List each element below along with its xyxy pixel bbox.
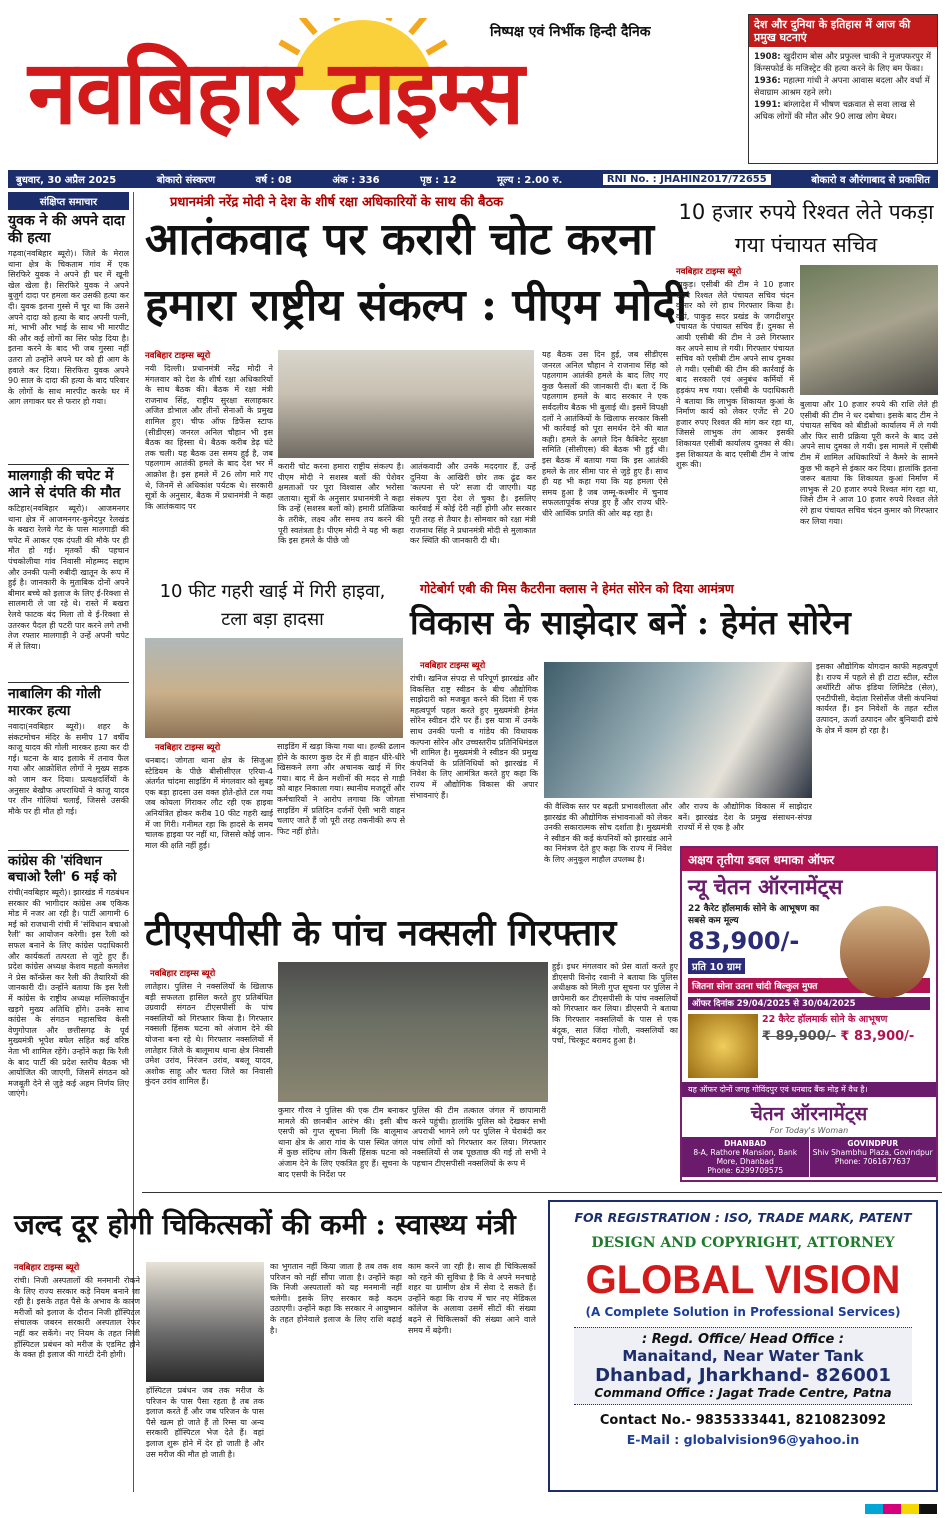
branch-city: GOVINDPUR xyxy=(847,1139,899,1148)
byline: नवबिहार टाइम्स ब्यूरो xyxy=(150,969,216,979)
strip-date: बुधवार, 30 अप्रैल 2025 xyxy=(16,175,117,186)
tspc-body-col2: कुमार गौरव ने पुलिस की एक टीम बनाकर मामले की छानबीन आरंभ की। इसी बीच एसपी को गुप्त सूचना मिली कि बालूमाथ थाना क्षेत्र के आरा गांव के पास स्थित जंगल में कुछ संदिग्ध लोग किसी हिंसक घटना को अंजाम देने के लिए एकत्रित हुए हैं। सूचना के बाद एसपी के निर्देश पर xyxy=(278,1106,408,1179)
lead-body-col4: यह बैठक उस दिन हुई, जब सीडीएस जनरल अनिल चौहान ने राजनाथ सिंह को पहलगाम आतंकी हमले के बाद लिए गए कुछ फैसलों की जानकारी दी। बता दें कि पहलगाम हमले के बाद सरकार ने एक सर्वदलीय बैठक भी बुलाई थी। इसमें विपक्षी दलों ने आतंकियों के खिलाफ सरकार किसी भी कार्रवाई को पूरा समर्थन देने की बात कही। हमले के अगले दिन कैबिनेट सुरक्षा समिति (सीसीएस) की बैठक भी हुई थी। इस बैठक में बताया गया कि इस आतंकी हमले के तार सीमा पार से जुड़े हुए हैं। साथ ही यह भी कहा गया कि यह हमला ऐसे समय हुआ है जब जम्मू-कश्मीर में चुनाव सफलतापूर्वक संपन्न हुए हैं और राज्य धीरे-धीरे आर्थिक प्रगति की ओर बढ़ रहा है। xyxy=(542,350,668,518)
byline: नवबिहार टाइम्स ब्यूरो xyxy=(420,661,486,671)
print-registration-marks xyxy=(865,1504,937,1514)
accident-headline: 10 फीट गहरी खाई में गिरी हाइवा, टला बड़ा हादसा xyxy=(159,581,386,630)
history-item: 1991: बांग्लादेश में भीषण चक्रवात से सवा लाख से अधिक लोगों की मौत और 90 लाख लोग बेघर। xyxy=(754,99,916,121)
lead-headline-1: आतंकवाद पर करारी चोट करना xyxy=(145,214,655,265)
ad-old-price: ₹ 89,900/- xyxy=(762,1029,836,1044)
strip-price: मूल्य : 2.00 रु. xyxy=(497,175,563,186)
arrested-naxals-photo xyxy=(278,962,548,1102)
hyva-accident-photo xyxy=(145,638,403,738)
health-minister-photo xyxy=(146,1262,264,1382)
ad-offer2: 22 कैरेट हॉलमार्क सोने के आभूषण xyxy=(762,1014,888,1025)
headline: नाबालिग की गोली मारकर हत्या xyxy=(8,686,101,719)
ad-footer-note: यह ऑफर दोनों जगह गोविंदपुर एवं धनबाद बैंक मोड़ में वैध है। xyxy=(682,1082,936,1097)
strip-rni: RNI No. : JHAHIN2017/72655 xyxy=(603,174,771,185)
ad-brand: GLOBAL VISION xyxy=(585,1258,901,1302)
hemant-body-col4: और राज्य के औद्योगिक विकास में साझेदार बनें। झारखंड देश के प्रमुख संसाधन-संपन्न राज्यों में से एक है और xyxy=(678,802,812,833)
history-item: 1936: महात्मा गांधी ने अपना आवास बदला और वर्धा में सेवाग्राम आश्रम रहने लगे। xyxy=(754,75,930,97)
hemant-body-col3: इसका औद्योगिक योगदान काफी महत्वपूर्ण है। राज्य में पहले से ही टाटा स्टील, स्टील अथॉरिटी ऑफ इंडिया लिमिटेड (सेल), एनटीपीसी, वेदांता रिसोर्सेज जैसी कंपनियां कार्यरत हैं। इन निवेशों के तहत स्टील उत्पादन, ऊर्जा उत्पादन और बुनियादी ढांचे के क्षेत्र में काम हो रहा है। xyxy=(816,662,938,735)
byline: नवबिहार टाइम्स ब्यूरो xyxy=(676,267,742,277)
arrest-photo xyxy=(800,265,938,395)
headline: मालगाड़ी की चपेट में आने से दंपति की मौत xyxy=(8,468,121,501)
health-body-col2: हॉस्पिटल प्रबंधन जब तक मरीज के परिजन के पास पैसा रहता है तब तक इलाज करते हैं और जब परिजन के पास पैसे खत्म हो जाते हैं तो रिम्स या अन्य सरकारी हॉस्पिटल भेज देते हैं। वहां इलाज शुरू होने में देर हो जाती है और उस मरीज की मौत हो जाती है। xyxy=(146,1386,264,1459)
logo-text: नवबिहार टाइम्स xyxy=(28,40,524,144)
headline: युवक ने की अपने दादा की हत्या xyxy=(8,213,125,246)
ad-office-title: : Regd. Office/ Head Office : xyxy=(641,1332,844,1347)
branch-city: DHANBAD xyxy=(724,1139,767,1148)
brief-news-header: संक्षिप्त समाचार xyxy=(8,192,129,210)
ad-offer-line: 22 कैरेट हॉलमार्क सोने के आभूषण का सबसे कम मूल्य xyxy=(688,904,820,926)
ad-title: अक्षय तृतीया डबल धमाका ऑफर xyxy=(682,848,936,871)
hemant-kicker: गोटेबोर्ग एबी की मिस कैटरीना क्लास ने हेमंत सोरेन को दिया आमंत्रण xyxy=(420,581,734,596)
story-body: रांची(नवबिहार ब्यूरो)। झारखंड में गठबंधन सरकार की भागीदार कांग्रेस अब एकिक मोड में नजर आ रही है। पार्टी आगामी 6 मई को राजधानी रांची में 'संविधान बचाओ रैली' का आयोजन करेगी। इस रैली को सफल बनाने के लिए कांग्रेस पदाधिकारी और कार्यकर्ता तत्परता से जुटे हुए हैं। प्रदेश कांग्रेस अध्यक्ष केशव महतो कमलेश ने प्रेस कॉन्फ्रेंस कर रैली की तैयारियों की जानकारी दी। उन्होंने बताया कि इस रैली में कांग्रेस के राष्ट्रीय अध्यक्ष मल्लिकार्जुन खड़गे मुख्य अतिथि होंगे। उनके साथ कांग्रेस के संगठन महासचिव केसी वेणुगोपाल और छत्तीसगढ़ के पूर्व मुख्यमंत्री भूपेश बघेल सहित कई वरिष्ठ नेता भी शामिल रहेंगे। उन्होंने कहा कि रैली के बाद पार्टी की प्रदेश स्तरीय बैठक भी आयोजित की जाएगी, जिसमें संगठन को मजबूती देने से जुड़े कई अहम निर्णय लिए जाएंगे। xyxy=(8,888,129,1099)
strip-issue: अंक : 336 xyxy=(332,175,380,186)
branch-phone: Phone: 7061677637 xyxy=(834,1157,911,1166)
health-body-col3: का भुगतान नहीं किया जाता है तब तक शव परिजन को नहीं सौंपा जाता है। उन्होंने कहा कि निजी अस्पतालों को यह मनमानी नहीं चलेगी। इसके लिए सरकार कड़े कदम उठाएगी। उन्होंने कहा कि सरकार ने आयुष्मान के तहत होनेवाले इलाज के लिए राशि बढ़ाई है। xyxy=(270,1262,402,1335)
headline: कांग्रेस की 'संविधान बचाओ रैली' 6 मई को xyxy=(8,854,117,885)
branch-address: 8-A, Rathore Mansion, Bank More, Dhanbad xyxy=(693,1148,798,1166)
ad-address-2: Dhanbad, Jharkhand- 826001 xyxy=(595,1365,891,1386)
hemant-body-col2: की वैश्विक स्तर पर बढ़ती प्रभावशीलता और झारखंड की औद्योगिक संभावनाओं को लेकर उनकी सकारात्मक सोच दर्शाता है। मुख्यमंत्री ने स्वीडन की कई कंपनियों को झारखंड आने का निमंत्रण देते हुए कहा कि राज्य में निवेश के लिए अनुकूल माहौल उपलब्ध है। xyxy=(544,802,672,864)
ad-free-line: जितना सोना उतना चांदी बिल्कुल मुफ्त xyxy=(688,978,930,993)
ad-price: 83,900/- xyxy=(688,927,800,955)
history-box-title: देश और दुनिया के इतिहास में आज की प्रमुख घटनाएं xyxy=(749,15,937,47)
pm-meeting-photo xyxy=(278,350,534,458)
story-body: नवादा(नवबिहार ब्यूरो)। शहर के संकटमोचन मंदिर के समीप 17 वर्षीय काजू यादव की गोली मारकर हत्या कर दी गई। घटना के बाद इलाके में तनाव फैल गया और आक्रोशित लोगों ने मुख्य सड़क को जाम कर दिया। प्रत्यक्षदर्शियों के अनुसार बेखौफ अपराधियों ने काजू यादव पर तीन गोलियां चलाईं, जिससे उसकी मौके पर ही मौत हो गई। xyxy=(8,722,129,816)
tspc-headline: टीएसपीसी के पांच नक्सली गिरफ्तार xyxy=(145,912,617,954)
ad-sub: (A Complete Solution in Professional Services) xyxy=(585,1305,901,1319)
strip-pages: पृष्ठ : 12 xyxy=(420,175,457,186)
bribe-body-col2: बुलाया और 10 हजार रुपये की राशि लेते ही एसीबी की टीम ने धर दबोचा। इसके बाद टीम ने पंचायत सचिव को बीडीओ कार्यालय में ले गयी और फिर सारी प्रक्रिया पूरी करने के बाद उसे अपने साथ दुमका ले गयी। इस मामले में एसीबी टीम में शामिल अधिकारियों ने कैमरे के सामने कुछ भी कहने से इंकार कर दिया। हालांकि इतना जरूर बताया कि शिकायत कुआं निर्माण में लाभुक से 20 हजार रुपये रिश्वत मांग रहा था, जिसे टीम ने आज 10 हजार रुपये रिश्वत लेते रंगे हाथ पंचायत सचिव चंदन कुमार को गिरफ्तार कर लिया गया। xyxy=(800,400,938,526)
hemant-headline: विकास के साझेदार बनें : हेमंत सोरेन xyxy=(410,603,851,642)
ad-date-line: ऑफर दिनांक 29/04/2025 से 30/04/2025 xyxy=(688,997,930,1010)
tspc-body-col4: हुई। इधर मंगलवार को प्रेस वार्ता करते हुए डीएसपी विनोद रवानी ने बताया कि पुलिस अधीक्षक को मिली गुप्त सूचना पर पुलिस ने छापेमारी कर टीएसपीसी के पांच नक्सलियों को गिरफ्तार कर लिया। डीएसपी ने बताया कि गिरफ्तार नक्सलियों के पास से एक बंदूक, सात जिंदा गोली, नक्सलियों का पर्चा, चिरकूट बरामद हुआ है। xyxy=(552,962,678,1046)
ad-design-line: DESIGN AND COPYRIGHT, ATTORNEY xyxy=(591,1235,895,1251)
info-strip xyxy=(8,170,938,188)
ad-per: प्रति 10 ग्राम xyxy=(688,958,745,974)
bribe-body-col1: पाकुड़। एसीबी की टीम ने 10 हजार रुपये रिश्वत लेते पंचायत सचिव चंदन कुमार को रंगे हाथ गिरफ्तार किया है। वहां, पाकुड़ सदर प्रखंड के जगदीशपुर पंचायत के पंचायत सचिव हैं। दुमका से आयी एसीबी की टीम ने उसे गिरफ्तार कर अपने साथ ले गयी। गिरफ्तार पंचायत सचिव को एसीबी टीम अपने साथ दुमका ले गयी। एसीबी की टीम की कार्रवाई के बाद सरकारी एवं अनुबंध कर्मियों में हड़कंप मच गया। एसीबी के पदाधिकारी ने बताया कि लाभुक शिकायत कुआं के निर्माण कार्य को लेकर एजेंट से 20 हजार रुपए रिश्वत की मांग कर रहा था, जिससे लाभुक तंग आकर इसकी शिकायत एसीबी कार्यालय दुमका से की। इस शिकायत के बाद एसीबी टीम ने जांच शुरू की। xyxy=(676,280,794,470)
bribe-headline: 10 हजार रुपये रिश्वत लेते पकड़ा गया पंचायत सचिव xyxy=(678,200,934,257)
ad-command: Command Office : Jagat Trade Centre, Patna xyxy=(594,1386,892,1400)
ad-brand-2: चेतन ऑरनामेंट्स xyxy=(750,1103,868,1125)
ad-contact: Contact No.- 9835333441, 8210823092 xyxy=(599,1413,887,1428)
history-item: 1908: खुदीराम बोस और प्रफुल्ल चाकी ने मुजफ्फरपुर में किंग्सफोर्ड के मजिस्ट्रेट की हत्या करने के लिए बम फेंका। xyxy=(754,51,931,73)
model-photo xyxy=(840,906,930,998)
accident-body-col1: धनबाद। जोगता थाना क्षेत्र के सिजुआ स्टेडियम के पीछे बीसीसीएल एरिया-4 अंतर्गत चांदमा साइडिंग में मंगलवार को सुबह एक बड़ा हादसा उस वक्त होते-होते टल गया जब कोयला गिराकर लौट रही एक हाइवा अनियंत्रित होकर करीब 10 फीट गहरी खाई में जा गिरी। गनीमत रहा कि हादसे के समय चालक हाइवा पर नहीं था, जिससे कोई जान-माल की क्षति नहीं हुई। xyxy=(145,756,273,850)
story-body: कटिहार(नवबिहार ब्यूरो)। आजमनगर थाना क्षेत्र में आजमनगर-कुमेदपुर रेलखंड के बखरा रेलवे गेट के पास मालगाड़ी की चपेट में आकर एक दंपती की मौके पर ही मौत हो गई। मृतकों की पहचान पंचकोलीया गांव निवासी मोहम्मद सद्दाम और उनकी पत्नी रुबीदी खातून के रूप में हुई है। जानकारी के मुताबिक दोनों अपने बीमार बच्चे को इलाज के लिए ई-रिक्शा से सालमारी ले जा रहे थे। रास्ते में बखरा रेलवे फाटक बंद मिला तो वे ई-रिक्शा से उतरकर पैदल ही पटरी पार करने लगे तभी तेज रफ्तार मालगाड़ी ने उन्हें अपनी चपेट में ले लिया। xyxy=(8,504,129,651)
byline: नवबिहार टाइम्स ब्यूरो xyxy=(14,1263,80,1273)
tspc-body-col1: लातेहार। पुलिस ने नक्सलियों के खिलाफ बड़ी सफलता हासिल करते हुए प्रतिबंधित उग्रवादी संगठन टीएसपीसी के पांच नक्सलियों को गिरफ्तार किया है। गिरफ्तार नक्सली हिंसक घटना को अंजाम देने की योजना बना रहे थे। गिरफ्तार नक्सलियों में लातेहार जिले के बालूमाथ थाना क्षेत्र निवासी उमेश उरांव, निरंजन उरांव, बबलू यादव, अशोक साहू और चतरा जिले का निवासी कुंदन उरांव शामिल हैं। xyxy=(145,982,273,1087)
ad-brand: न्यू चेतन ऑरनामेंट्स xyxy=(688,874,843,899)
health-body-col1: रांची। निजी अस्पतालों की मनमानी रोकने के लिए राज्य सरकार कड़े नियम बनाने जा रही है। इसके तहत पैसे के अभाव के कारण मरीजों को इलाज के दौरान निजी हॉस्पिटल संचालक जबरन सरकारी अस्पताल रेफर नहीं कर सकेंगे। नए नियम के तहत निजी हॉस्पिटल प्रबंधन को मरीज के एडमिट होने के वक्त ही इलाज की गारंटी देनी होगी। xyxy=(14,1276,140,1360)
hemant-body-col1: रांची। खनिज संपदा से परिपूर्ण झारखंड और विकसित राष्ट्र स्वीडन के बीच औद्योगिक साझेदारी को मजबूत करने की दिशा में एक महत्वपूर्ण पहल करते हुए मुख्यमंत्री हेमंत सोरेन स्वीडन दौरे पर हैं। इस यात्रा में उनके साथ उनकी पत्नी व गांडेय की विधायक कल्पना सोरेन और उच्चस्तरीय प्रतिनिधिमंडल भी शामिल है। मुख्यमंत्री ने स्वीडन की प्रमुख कंपनियों के प्रतिनिधियों को झारखंड में निवेश के लिए आमंत्रित करते हुए कहा कि राज्य में औद्योगिक विकास की अपार संभावनाएं हैं। xyxy=(410,674,538,800)
ad-email: E-Mail : globalvision96@yahoo.in xyxy=(626,1432,860,1447)
lead-body-col1: नयी दिल्ली। प्रधानमंत्री नरेंद्र मोदी ने मंगलवार को देश के शीर्ष रक्षा अधिकारियों के साथ बैठक की। बैठक में रक्षा मंत्री राजनाथ सिंह, राष्ट्रीय सुरक्षा सलाहकार अजित डोभाल और तीनों सेनाओं के प्रमुख शामिल हुए। चीफ ऑफ डिफेंस स्टाफ (सीडीएस) जनरल अनिल चौहान भी इस बैठक का हिस्सा थे। बैठक करीब डेढ़ घंटे तक चली। यह बैठक उस समय हुई है, जब पहलगाम आतंकी हमले के बाद देश भर में आक्रोश है। इस हमले में 26 लोग मारे गए थे, जिनमें से अधिकांश पर्यटक थे। सरकारी सूत्रों के अनुसार, बैठक में प्रधानमंत्री ने कहा कि आतंकवाद पर xyxy=(145,364,273,511)
strip-year: वर्ष : 08 xyxy=(255,175,292,186)
health-headline: जल्द दूर होगी चिकित्सकों की कमी : स्वास्थ्य मंत्री xyxy=(14,1208,516,1241)
byline: नवबिहार टाइम्स ब्यूरो xyxy=(145,351,211,361)
lead-body-col2: करारी चोट करना हमारा राष्ट्रीय संकल्प है। पीएम मोदी ने सशस्त्र बलों की पेशेवर क्षमताओं पर पूरा विश्वास और भरोसा जताया। सूत्रों के अनुसार प्रधानमंत्री ने कहा कि उन्हें (सशस्त्र बलों को) हमारी प्रतिक्रिया के तरीके, लक्ष्य और समय तय करने की पूरी स्वतंत्रता है। पीएम मोदी ने यह भी कहा कि इस हमले के पीछे जो xyxy=(278,462,404,546)
global-vision-ad xyxy=(548,1200,938,1492)
ad-new-price: ₹ 83,900/- xyxy=(840,1029,915,1044)
jewellery-photo xyxy=(688,1014,758,1078)
strip-edition: बोकारो संस्करण xyxy=(156,175,216,186)
accident-body-col2: साइडिंग में खड़ा किया गया था। हल्की ढलान होने के कारण कुछ देर में ही वाहन धीरे-धीरे खिसकने लगा और अचानक खाई में गिर गया। बाद में क्रेन मशीनों की मदद से गाड़ी को बाहर निकाला गया। स्थानीय मजदूरों और कर्मचारियों ने आरोप लगाया कि जोगता साइडिंग में प्रतिदिन दर्जनों ऐसी भारी वाहन चलाए जाते हैं जो पूरी तरह तकनीकी रूप से फिट नहीं होते। xyxy=(277,742,405,836)
byline: नवबिहार टाइम्स ब्यूरो xyxy=(155,743,221,753)
tspc-body-col3: पुलिस की टीम तत्काल जंगल में छापामारी करने पहुंची। हालांकि पुलिस को देखकर सभी अपराधी भागने लगे पर पुलिस ने घेराबंदी कर पांच लोगों को गिरफ्तार कर लिया। गिरफ्तार नक्सलियों से जब पूछताछ की गई तो सभी ने पहचान टीएसपीसी नक्सलियों के रूप में xyxy=(412,1106,546,1168)
ad-reg-line: FOR REGISTRATION : ISO, TRADE MARK, PATENT xyxy=(574,1210,912,1225)
hemant-soren-photo xyxy=(544,662,812,798)
masthead xyxy=(0,0,945,168)
ad-address-1: Manaitand, Near Water Tank xyxy=(622,1347,864,1365)
health-body-col4: काम करने जा रही है। साथ ही चिकित्सकों को रहने की सुविधा है कि वे अपने मनचाहे शहर या ग्रामीण क्षेत्र में सेवा दे सकते हैं। उन्होंने कहा कि राज्य में चार नए मेडिकल कॉलेज के अलावा उसमें सीटों की संख्या बढ़ने से चिकित्सकों की संख्या आने वाले समय में बढ़ेगी। xyxy=(408,1262,536,1335)
history-box xyxy=(748,14,938,164)
lead-headline-2: हमारा राष्ट्रीय संकल्प : पीएम मोदी xyxy=(145,280,688,331)
lead-body-col3: आतंकवादी और उनके मददगार हैं, उन्हें दुनिया के आखिरी छोर तक ढूंढ कर 'कल्पना से परे' सजा दी जाएगी। यह संकल्प पूरा देश ले चुका है। इसलिए कार्रवाई में कोई देरी नहीं होगी और सरकार पूरी तरह से तैयार है। सोमवार को रक्षा मंत्री राजनाथ सिंह ने प्रधानमंत्री मोदी से मुलाकात कर स्थिति की जानकारी दी थी। xyxy=(410,462,536,546)
strip-published: बोकारो व औरंगाबाद से प्रकाशित xyxy=(811,175,930,186)
ad-tag-2: For Today's Woman xyxy=(769,1126,849,1135)
branch-address: Shiv Shambhu Plaza, Govindpur xyxy=(812,1148,933,1157)
lead-kicker: प्रधानमंत्री नरेंद्र मोदी ने देश के शीर्ष रक्षा अधिकारियों के साथ की बैठक xyxy=(170,195,504,210)
chetan-ornaments-ad xyxy=(680,846,938,1182)
story-body: गढ़वा(नवबिहार ब्यूरो)। जिले के मेराल थाना क्षेत्र के चिकताम गांव में एक सिरफिरे युवक ने अपने ही घर में खूनी खेल खेला है। सिरफिरे युवक ने अपने बुजुर्ग दादा पर हमला कर उसकी हत्या कर दी। युवक इतना गुस्से में चूर था कि उसने अपने दादा को हत्या के बाद अपनी पत्नी, मां, भाभी और भाई के साथ भी मारपीट की और कई लोगों का सिर फोड़ दिया है। इतना करने के बाद भी जब गुस्सा नहीं उतरा तो उन्होंने अपने घर को ही आग के हवाले कर दिया। सिरफिरा युवक अपने 90 साल के दादा की हत्या के बाद परिवार के लोगों के साथ मारपीट करके घर में आग लगाकर घर से फरार हो गया। xyxy=(8,249,129,407)
branch-phone: Phone: 6299709575 xyxy=(707,1166,784,1175)
tagline: निष्पक्ष एवं निर्भीक हिन्दी दैनिक xyxy=(490,24,651,40)
